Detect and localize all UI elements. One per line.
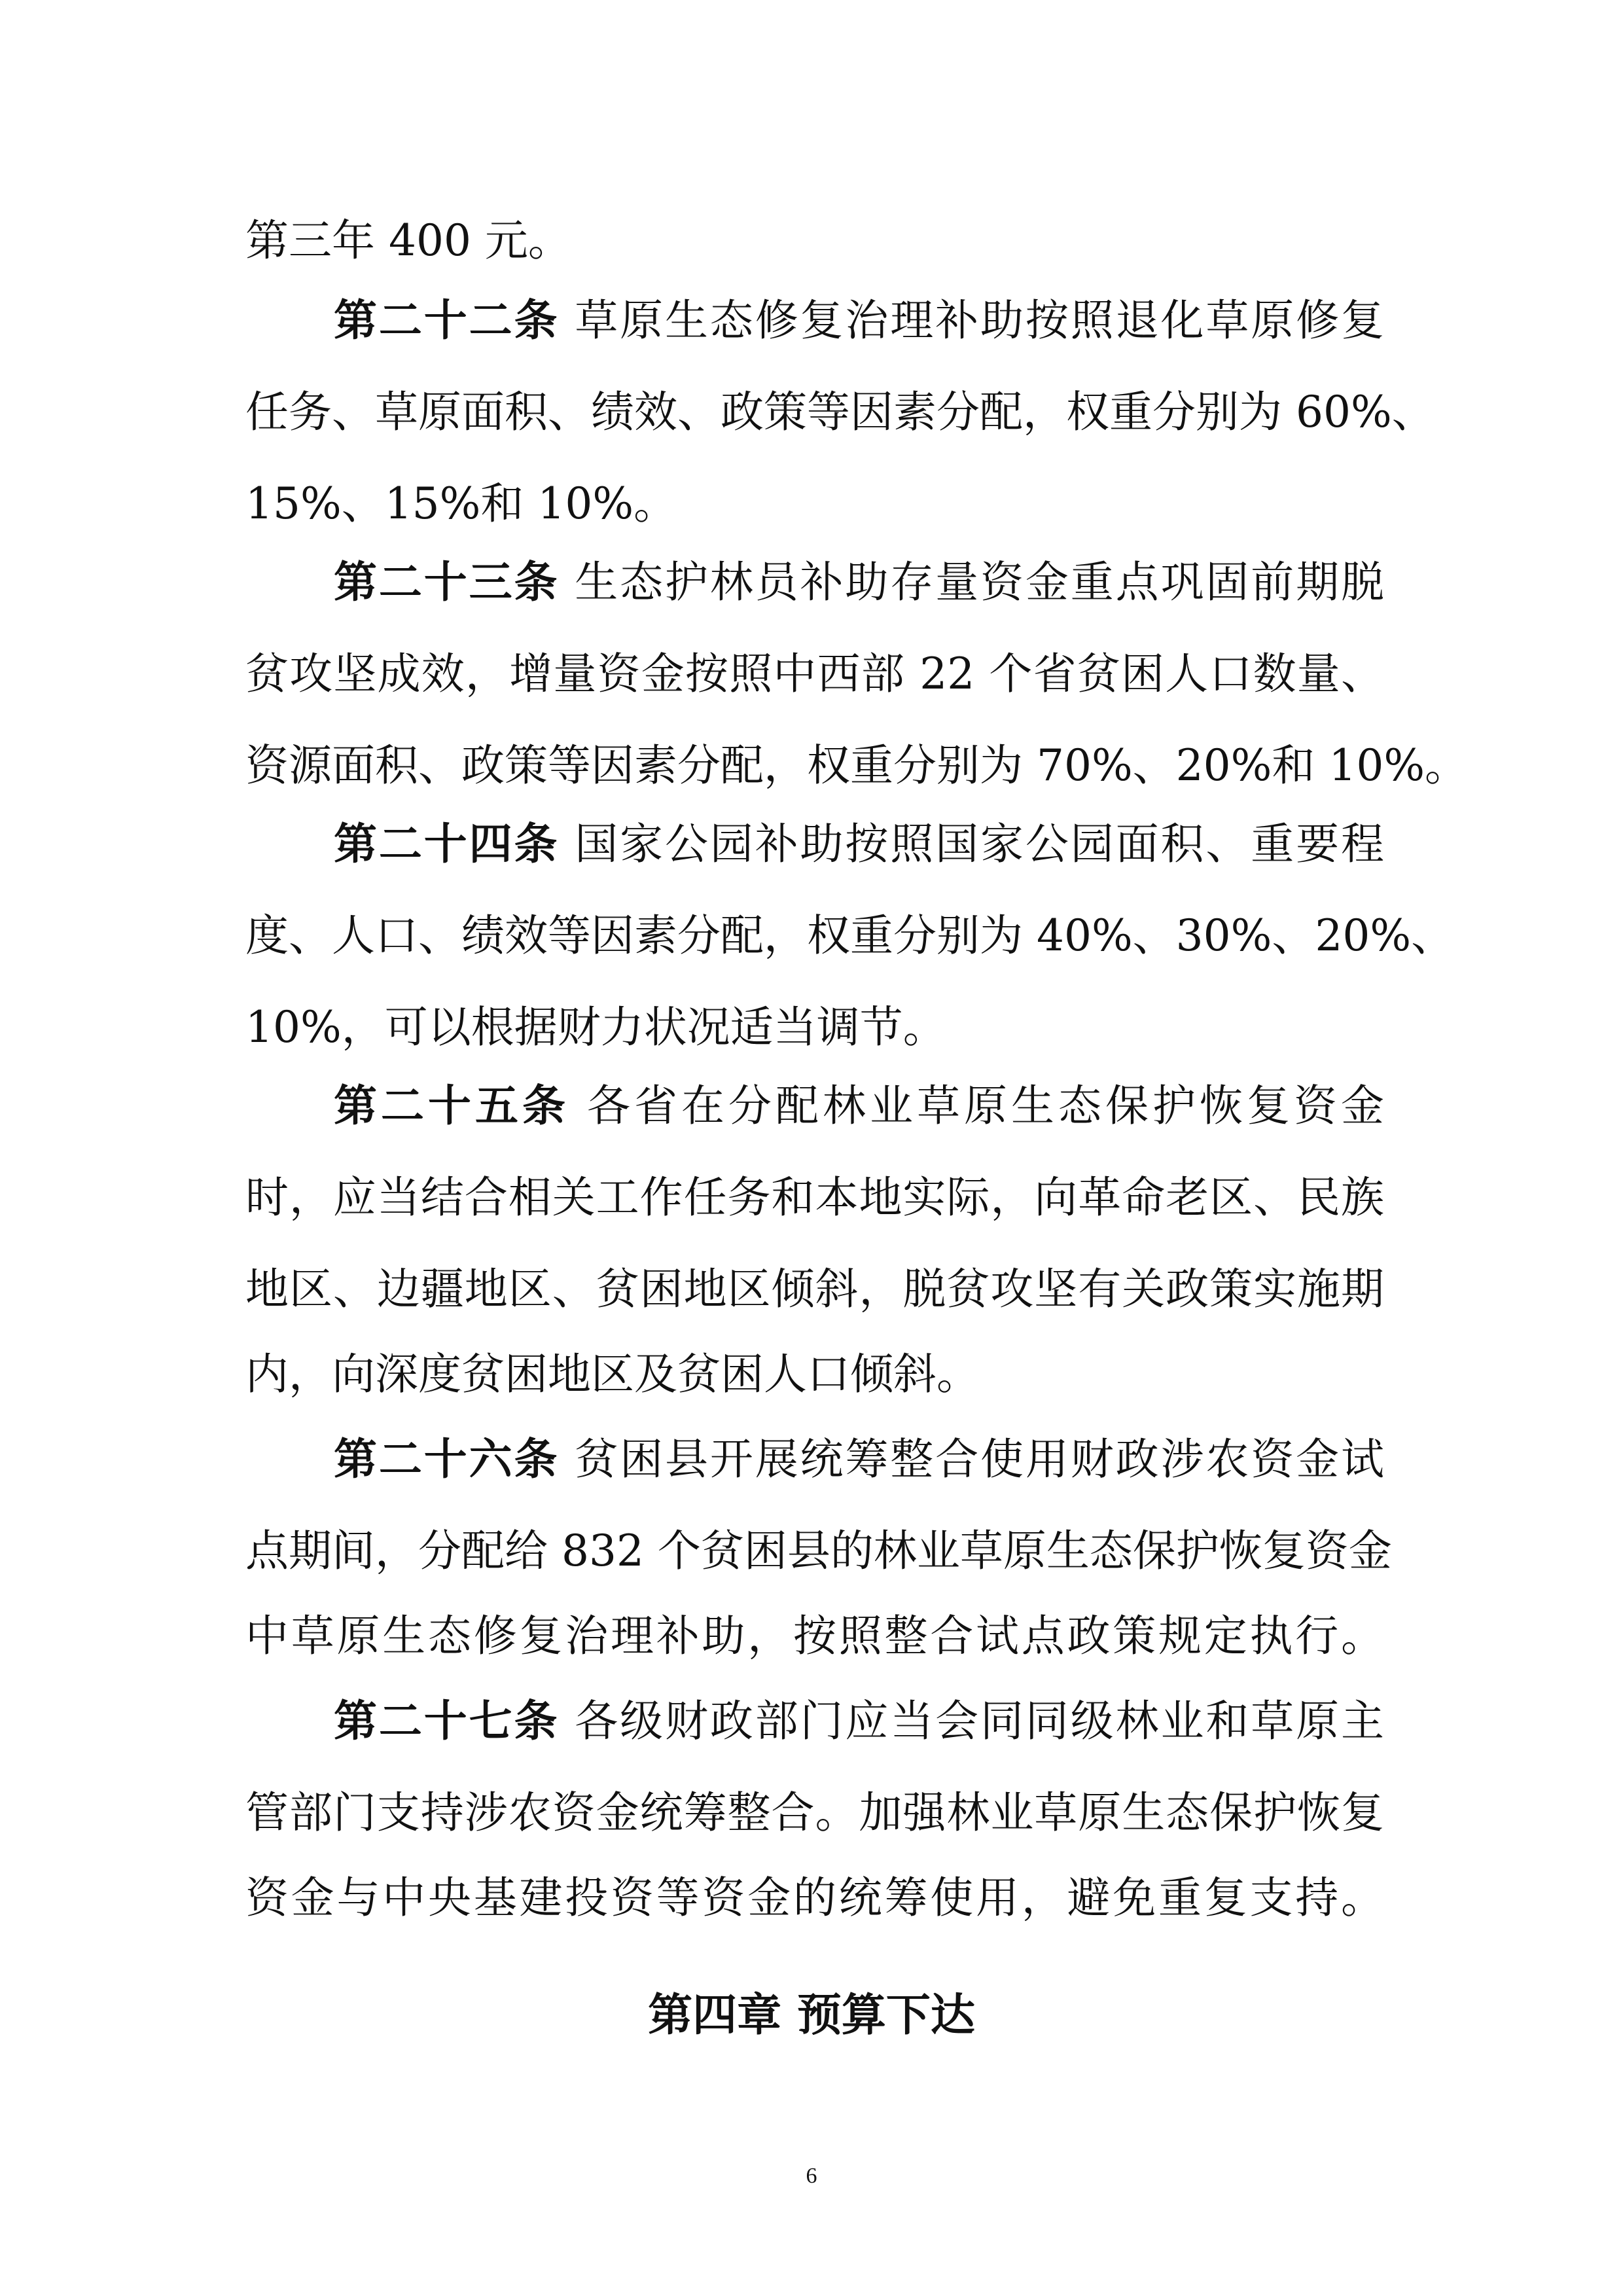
article-22-line-3: 15%、15%和 10%。 xyxy=(245,478,677,529)
article-27-line-2: 管部门支持涉农资金统筹整合。加强林业草原生态保护恢复 xyxy=(245,1787,1384,1838)
article-26-line-1: 第二十六条 贫困县开展统筹整合使用财政涉农资金试 xyxy=(334,1434,1385,1484)
article-23-line-3: 资源面积、政策等因素分配，权重分别为 70%、20%和 10%。 xyxy=(245,740,1469,791)
article-26-line-3: 中草原生态修复治理补助，按照整合试点政策规定执行。 xyxy=(245,1611,1384,1661)
chapter-title: 第四章 预算下达 xyxy=(648,1990,975,2041)
article-23-line-2: 贫攻坚成效，增量资金按照中西部 22 个省贫困人口数量、 xyxy=(245,649,1384,699)
article-24-line-1: 第二十四条 国家公园补助按照国家公园面积、重要程 xyxy=(334,819,1385,869)
page-number: 6 xyxy=(806,2164,817,2188)
article-22-line-2: 任务、草原面积、绩效、政策等因素分配，权重分别为 60%、 xyxy=(245,387,1435,437)
article-24-line-3: 10%，可以根据财力状况适当调节。 xyxy=(245,1002,946,1052)
article-25-line-3: 地区、边疆地区、贫困地区倾斜，脱贫攻坚有关政策实施期 xyxy=(245,1264,1384,1314)
article-heading: 第二十七条 xyxy=(334,1696,560,1746)
article-25-line-2: 时，应当结合相关工作任务和本地实际，向革命老区、民族 xyxy=(245,1172,1384,1223)
article-24-line-2: 度、人口、绩效等因素分配，权重分别为 40%、30%、20%、 xyxy=(245,910,1455,961)
text-line-1: 第三年 400 元。 xyxy=(245,215,571,266)
article-25-line-1: 第二十五条 各省在分配林业草原生态保护恢复资金 xyxy=(334,1081,1385,1131)
article-27-line-3: 资金与中央基建投资等资金的统筹使用，避免重复支持。 xyxy=(245,1873,1384,1923)
article-23-line-1: 第二十三条 生态护林员补助存量资金重点巩固前期脱 xyxy=(334,557,1385,607)
article-heading: 第二十四条 xyxy=(334,819,560,869)
article-heading: 第二十二条 xyxy=(334,295,560,346)
article-heading: 第二十五条 xyxy=(334,1081,570,1131)
article-heading: 第二十三条 xyxy=(334,557,560,607)
article-26-line-2: 点期间，分配给 832 个贫困县的林业草原生态保护恢复资金 xyxy=(245,1526,1392,1576)
article-27-line-1: 第二十七条 各级财政部门应当会同同级林业和草原主 xyxy=(334,1696,1385,1746)
article-25-line-4: 内，向深度贫困地区及贫困人口倾斜。 xyxy=(245,1349,980,1399)
article-22-line-1: 第二十二条 草原生态修复治理补助按照退化草原修复 xyxy=(334,295,1385,346)
article-heading: 第二十六条 xyxy=(334,1434,560,1484)
